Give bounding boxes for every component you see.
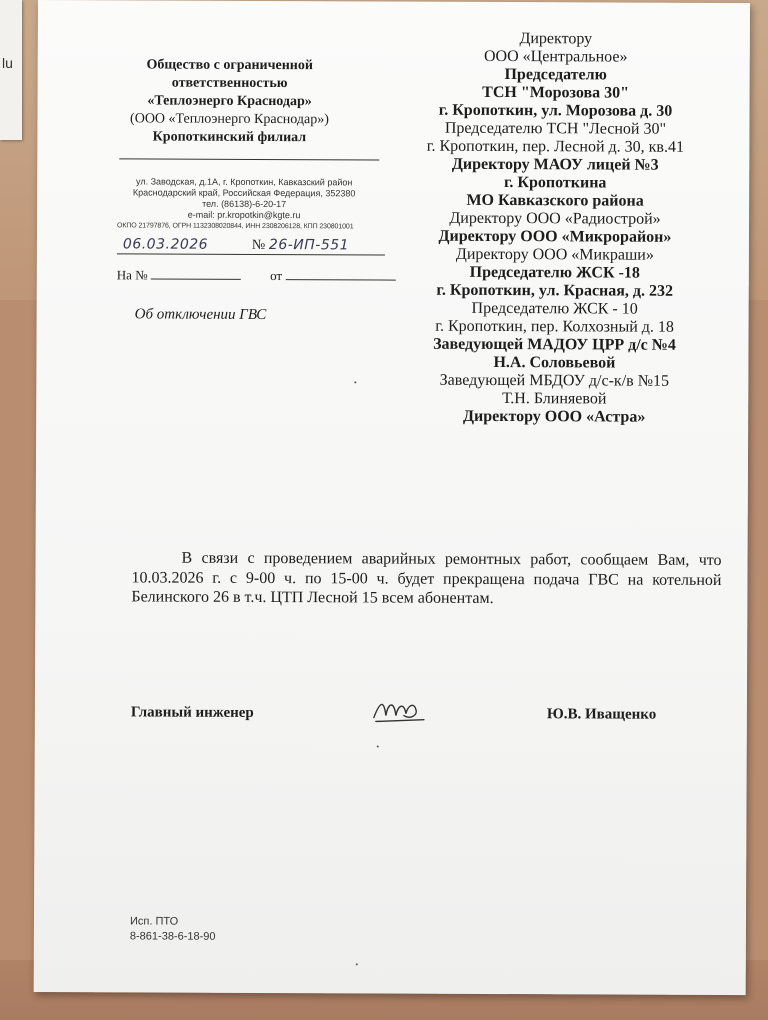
address-line: e-mail: pr.kropotkin@kgte.ru: [187, 209, 301, 221]
scrap-text: lu: [2, 55, 13, 71]
recipient-line: г. Кропоткин, ул. Морозова д. 30: [438, 101, 673, 120]
organization-address: [109, 176, 379, 221]
registration-underline: [117, 253, 385, 255]
reply-no-label: На №: [116, 267, 148, 283]
reply-from-label: от: [270, 268, 283, 284]
org-line: ответственностью: [171, 75, 288, 92]
letter-body: [131, 548, 721, 609]
recipient-line: г. Кропоткин, ул. Красная, д. 232: [436, 281, 674, 300]
org-line: (ООО «Теплоэнерго Краснодар»): [130, 111, 329, 128]
organization-codes: ОКПО 21797876, ОГРН 1132308020844, ИНН 2308206128, КПП 230801001: [117, 222, 354, 231]
recipient-line: ТСН "Морозова 30": [482, 83, 630, 102]
address-line: Краснодарский край, Российская Федерация, 352380: [132, 187, 356, 199]
recipient-line: Директору ООО «Микрорайон»: [438, 227, 672, 246]
reply-from-blank: [285, 267, 395, 280]
recipient-line: Директору МАОУ лицей №3: [451, 155, 659, 174]
reply-no-blank: [151, 266, 241, 279]
handwritten-number: 26-ИП-551: [268, 237, 350, 254]
org-line: Общество с ограниченной: [146, 57, 313, 74]
recipient-line: Директору ООО «Микраши»: [455, 245, 654, 264]
recipient-line: Заведующей МБДОУ д/с-к/в №15: [439, 371, 670, 390]
footer-line: Исп. ПТО: [129, 915, 179, 928]
letter-subject: Об отключении ГВС: [134, 306, 267, 323]
signatory-name: Ю.В. Иващенко: [546, 706, 657, 723]
recipient-line: Директору ООО «Радиострой»: [449, 209, 661, 228]
org-line: «Теплоэнерго Краснодар»: [147, 93, 312, 110]
recipient-line: г. Кропоткина: [503, 174, 607, 192]
recipient-line: ООО «Центральное»: [483, 47, 628, 66]
org-line: Кропоткинский филиал: [152, 129, 307, 146]
recipient-line: Н.А. Соловьевой: [493, 353, 616, 372]
recipient-line: МО Кавказского района: [466, 191, 644, 210]
recipient-line: Председателю: [504, 66, 607, 84]
recipient-line: Председателю ЖСК - 10: [471, 299, 638, 318]
executor-info: [130, 914, 216, 944]
recipient-line: г. Кропоткин, пер. Лесной д. 30, кв.41: [426, 137, 685, 156]
paper-scrap: [0, 0, 22, 140]
recipient-line: Председателю ЖСК -18: [469, 263, 640, 282]
footer-line: 8-861-38-6-18-90: [129, 930, 216, 943]
recipient-line: г. Кропоткин, пер. Колхозный д. 18: [435, 317, 674, 336]
recipient-line: Председателю ТСН "Лесной 30": [444, 119, 667, 138]
paper-speck: [356, 963, 358, 965]
paper-speck: [354, 381, 356, 383]
paper-speck: [377, 745, 379, 747]
recipient-line: Директору ООО «Астра»: [462, 407, 646, 426]
header-divider: [119, 158, 379, 160]
letter-sheet: [34, 0, 750, 995]
address-line: тел. (86138)-6-20-17: [202, 198, 287, 210]
recipients-block: [396, 30, 714, 427]
reply-reference: [117, 266, 417, 284]
signatory-title: Главный инженер: [130, 704, 254, 721]
handwritten-date: 06.03.2026: [122, 236, 209, 253]
handwritten-signature: [370, 691, 430, 731]
recipient-line: Директору: [519, 30, 593, 48]
registration-line: [117, 236, 385, 257]
recipient-line: Заведующей МАДОУ ЦРР д/с №4: [433, 335, 676, 354]
address-line: ул. Заводская, д.1А, г. Кропоткин, Кавказский район: [136, 176, 353, 188]
recipient-line: Т.Н. Блиняевой: [502, 390, 607, 408]
body-text: В связи с проведением аварийных ремонтных работ, сообщаем Вам, что 10.03.2026 г. с 9-00 ч. по 15-00 ч. будет прекращена подача ГВС на котельной Белинского 26 в т.ч. ЦТП Лесной 15 всем абонентам.: [131, 549, 722, 607]
organization-header: [109, 56, 349, 147]
number-sign: №: [251, 237, 266, 253]
